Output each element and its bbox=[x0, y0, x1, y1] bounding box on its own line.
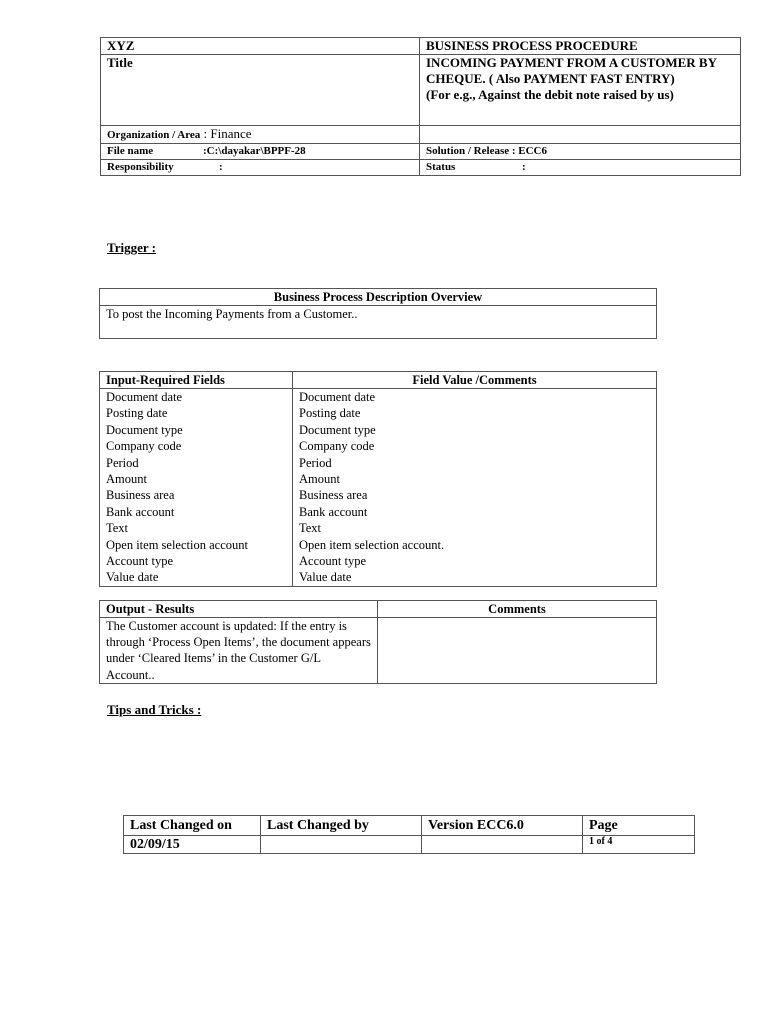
field-name: Value date bbox=[106, 570, 159, 585]
output-comment bbox=[378, 618, 657, 684]
fields-col2-header: Field Value /Comments bbox=[293, 372, 657, 389]
field-value: Document date bbox=[299, 390, 376, 404]
header-table bbox=[100, 37, 741, 176]
field-value: Account type bbox=[299, 554, 366, 569]
field-list bbox=[100, 389, 293, 587]
field-value: Open item selection account. bbox=[299, 537, 445, 552]
org-value: : Finance bbox=[203, 126, 252, 141]
tips-heading: Tips and Tricks : bbox=[107, 702, 202, 717]
field-value: Business area bbox=[299, 488, 368, 503]
field-value: Company code bbox=[299, 439, 375, 454]
field-name: Document date bbox=[106, 390, 183, 404]
org-cell bbox=[101, 126, 420, 144]
field-value: Bank account bbox=[299, 504, 368, 519]
title-label: Title bbox=[101, 55, 420, 126]
last-changed-on-header: Last Changed on bbox=[124, 816, 261, 836]
file-label: File name bbox=[107, 145, 154, 157]
overview-text: To post the Incoming Payments from a Customer.. bbox=[100, 306, 657, 339]
status-cell bbox=[420, 160, 741, 176]
output-col2-header: Comments bbox=[378, 601, 657, 618]
output-text: The Customer account is updated: If the entry is through ‘Process Open Items’, the document appears under ‘Cleared Items’ in the Customer G/L Account.. bbox=[100, 618, 378, 684]
field-name: Open item selection account bbox=[106, 537, 248, 552]
field-value: Text bbox=[299, 521, 322, 536]
file-value: :C:\dayakar\BPPF-28 bbox=[203, 145, 306, 157]
field-value: Value date bbox=[299, 570, 352, 585]
field-name: Text bbox=[106, 521, 129, 536]
output-col1-header: Output - Results bbox=[100, 601, 378, 618]
last-changed-on-value: 02/09/15 bbox=[124, 836, 261, 854]
output-table bbox=[99, 600, 657, 684]
status-label: Status bbox=[426, 161, 456, 173]
field-name: Document type bbox=[106, 422, 183, 437]
overview-table bbox=[99, 288, 657, 339]
fields-table bbox=[99, 371, 657, 587]
last-changed-by-value bbox=[261, 836, 422, 854]
field-value-list bbox=[293, 389, 657, 587]
field-name: Business area bbox=[106, 488, 175, 503]
status-value: : bbox=[522, 161, 526, 173]
trigger-heading: Trigger : bbox=[107, 240, 156, 255]
field-name: Bank account bbox=[106, 504, 175, 519]
responsibility-cell bbox=[101, 160, 420, 176]
last-changed-by-header: Last Changed by bbox=[261, 816, 422, 836]
field-value: Posting date bbox=[299, 406, 361, 421]
fields-col1-header: Input-Required Fields bbox=[100, 372, 293, 389]
solution-label: Solution / Release : ECC6 bbox=[420, 144, 741, 160]
field-name: Amount bbox=[106, 472, 147, 487]
field-name: Company code bbox=[106, 439, 182, 454]
company-name: XYZ bbox=[101, 38, 420, 55]
title-value bbox=[420, 55, 741, 126]
org-label: Organization / Area bbox=[107, 129, 201, 141]
overview-heading: Business Process Description Overview bbox=[100, 289, 657, 306]
title-line-2: (For e.g., Against the debit note raised by us) bbox=[426, 87, 674, 102]
file-cell bbox=[101, 144, 420, 160]
field-name: Posting date bbox=[106, 406, 168, 421]
doc-type: BUSINESS PROCESS PROCEDURE bbox=[420, 38, 741, 55]
field-value: Amount bbox=[299, 472, 340, 487]
title-line-1: INCOMING PAYMENT FROM A CUSTOMER BY CHEQUE. ( Also PAYMENT FAST ENTRY) bbox=[426, 55, 717, 86]
field-name: Account type bbox=[106, 554, 173, 569]
resp-label: Responsibility bbox=[107, 161, 174, 173]
footer-table bbox=[123, 815, 695, 854]
resp-value: : bbox=[219, 161, 223, 173]
field-value: Period bbox=[299, 455, 332, 470]
field-name: Period bbox=[106, 455, 139, 470]
field-value: Document type bbox=[299, 422, 376, 437]
page-number: 1 of 4 bbox=[583, 836, 695, 854]
page-header: Page bbox=[583, 816, 695, 836]
version-value bbox=[422, 836, 583, 854]
version-header: Version ECC6.0 bbox=[422, 816, 583, 836]
